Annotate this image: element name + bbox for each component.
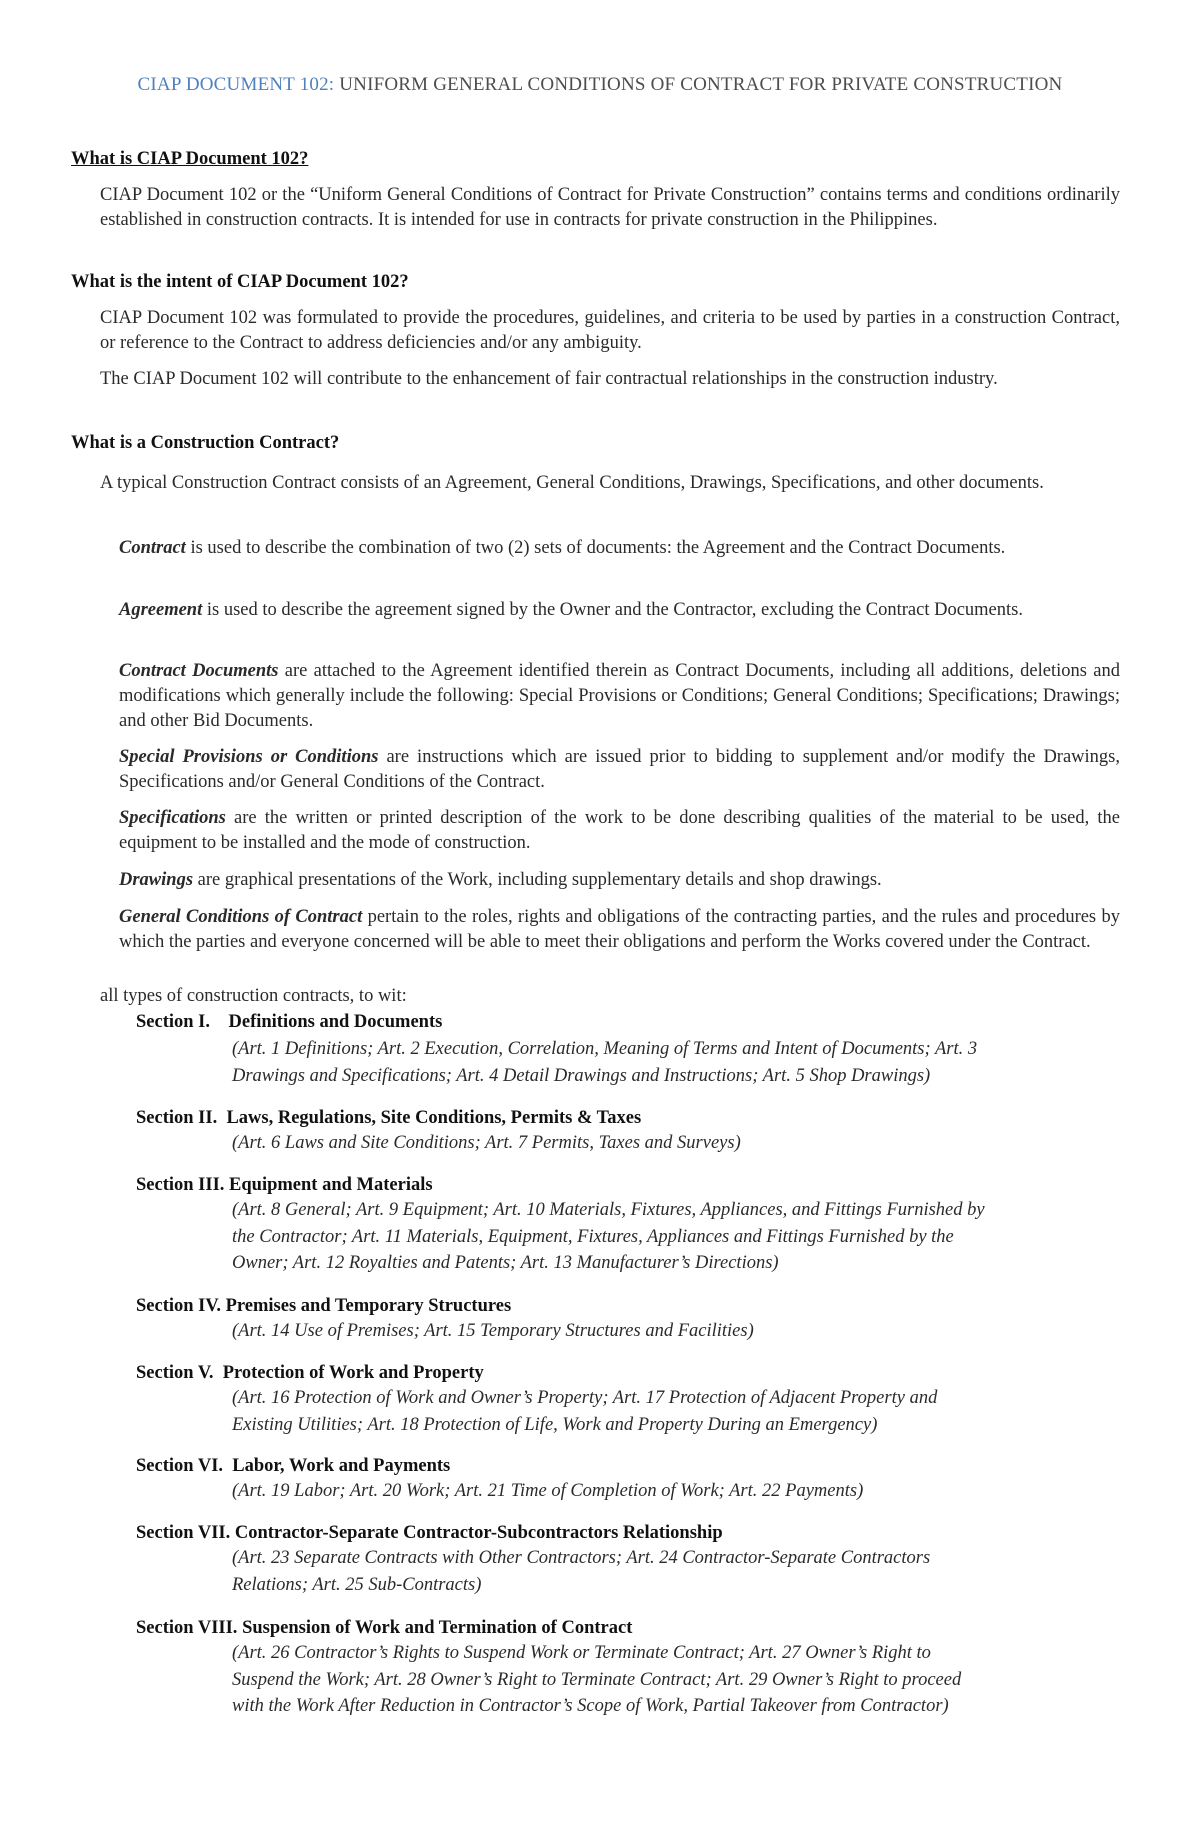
section-title: Suspension of Work and Termination of Contract: [242, 1618, 633, 1638]
article-line: with the Work After Reduction in Contractor’s Scope of Work, Partial Takeover from Contractor): [232, 1696, 949, 1716]
definition-text: is used to describe the agreement signed by the Owner and the Contractor, excluding the Contract Documents.: [202, 600, 1023, 620]
section-heading: [136, 1106, 641, 1131]
section-articles: [232, 1036, 1120, 1089]
definition-text: are attached to the Agreement identified therein as Contract Documents, including all additions, deletions and modifications which generally include the following: Special Provisions or Conditions; General Conditions; Specifications; Drawings; and other Bid Documents.: [119, 661, 1120, 731]
article-line: (Art. 26 Contractor’s Rights to Suspend Work or Terminate Contract; Art. 27 Owner’s Right to: [232, 1643, 931, 1663]
section-articles: [232, 1545, 1120, 1598]
definition-text: is used to describe the combination of two (2) sets of documents: the Agreement and the Contract Documents.: [185, 538, 1006, 558]
definition-agreement: [119, 598, 1120, 623]
section-articles: [232, 1478, 1120, 1505]
article-line: Relations; Art. 25 Sub-Contracts): [232, 1574, 482, 1595]
definition-drawings: [119, 868, 1120, 893]
section-title: Protection of Work and Property: [222, 1363, 484, 1383]
title-rest: UNIFORM GENERAL CONDITIONS OF CONTRACT FOR PRIVATE CONSTRUCTION: [334, 74, 1063, 95]
article-line: Drawings and Specifications; Art. 4 Detail Drawings and Instructions; Art. 5 Shop Drawings): [232, 1065, 931, 1086]
section-heading: [136, 1616, 632, 1641]
heading-what-is-ciap: What is CIAP Document 102?: [71, 149, 309, 169]
section-articles: [232, 1640, 1120, 1720]
definition-term: Agreement: [119, 600, 203, 620]
section-number: Section VI.: [136, 1456, 224, 1476]
article-line: (Art. 1 Definitions; Art. 2 Execution, Correlation, Meaning of Terms and Intent of Documents; Art. 3: [232, 1039, 978, 1059]
sections-lead-in: all types of construction contracts, to wit:: [100, 986, 407, 1006]
article-line: (Art. 23 Separate Contracts with Other Contractors; Art. 24 Contractor-Separate Contractors: [232, 1548, 931, 1568]
definition-contract-documents: [119, 659, 1120, 734]
section-heading: [136, 1010, 442, 1035]
article-line: (Art. 6 Laws and Site Conditions; Art. 7 Permits, Taxes and Surveys): [232, 1133, 741, 1153]
section-heading: [136, 1521, 723, 1546]
definition-term: Contract Documents: [119, 661, 279, 681]
section-number: Section VII.: [136, 1523, 231, 1543]
definition-term: Drawings: [119, 870, 194, 890]
section-title: Premises and Temporary Structures: [225, 1296, 512, 1316]
section-number: Section II.: [136, 1108, 218, 1128]
article-line: (Art. 16 Protection of Work and Owner’s Property; Art. 17 Protection of Adjacent Property and: [232, 1388, 938, 1408]
article-line: Existing Utilities; Art. 18 Protection of Life, Work and Property During an Emergency): [232, 1414, 878, 1435]
definition-contract: [119, 536, 1120, 561]
section-title: Contractor-Separate Contractor-Subcontractors Relationship: [234, 1523, 723, 1543]
section-heading: [136, 1361, 484, 1386]
section-articles: [232, 1130, 1120, 1157]
para-intent-1: CIAP Document 102 was formulated to provide the procedures, guidelines, and criteria to be used by parties in a construction Contract, or reference to the Contract to address deficiencies and/or any ambiguity.: [100, 308, 1120, 353]
definition-text: pertain to the roles, rights and obligations of the contracting parties, and the rules and procedures by which the parties and everyone concerned will be able to meet their obligations and perform the Works covered under the Contract.: [119, 907, 1120, 952]
article-line: the Contractor; Art. 11 Materials, Equipment, Fixtures, Appliances and Fittings Furnished by the: [232, 1226, 954, 1247]
para-what-is-ciap: CIAP Document 102 or the “Uniform General Conditions of Contract for Private Construction” contains terms and conditions ordinarily established in construction contracts. It is intended for use in contracts for private construction in the Philippines.: [100, 185, 1120, 230]
section-number: Section I.: [136, 1012, 210, 1032]
title-accent: CIAP DOCUMENT 102:: [137, 74, 335, 95]
heading-intent: What is the intent of CIAP Document 102?: [71, 272, 409, 292]
definition-general-conditions: [119, 905, 1120, 955]
definition-special-provisions: [119, 745, 1120, 795]
article-line: Owner; Art. 12 Royalties and Patents; Art. 13 Manufacturer’s Directions): [232, 1253, 779, 1273]
article-line: Suspend the Work; Art. 28 Owner’s Right to Terminate Contract; Art. 29 Owner’s Right to proceed: [232, 1669, 962, 1690]
definition-text: are graphical presentations of the Work, including supplementary details and shop drawings.: [193, 870, 882, 890]
section-title: Labor, Work and Payments: [232, 1456, 451, 1476]
definition-term: Special Provisions or Conditions: [119, 747, 379, 767]
section-number: Section III.: [136, 1175, 225, 1195]
section-heading: [136, 1294, 511, 1319]
section-title: Laws, Regulations, Site Conditions, Permits & Taxes: [226, 1108, 642, 1128]
definition-text: are the written or printed description of the work to be done describing qualities of the material to be used, the equipment to be installed and the mode of construction.: [119, 808, 1120, 853]
article-line: (Art. 8 General; Art. 9 Equipment; Art. 10 Materials, Fixtures, Appliances, and Fittings Furnished by: [232, 1200, 985, 1220]
section-title: Equipment and Materials: [229, 1175, 433, 1195]
section-articles: [232, 1385, 1120, 1438]
definition-term: General Conditions of Contract: [119, 907, 363, 927]
section-number: Section VIII.: [136, 1618, 238, 1638]
section-number: Section IV.: [136, 1296, 221, 1316]
para-intent-2: The CIAP Document 102 will contribute to the enhancement of fair contractual relationships in the construction industry.: [100, 369, 998, 389]
para-contract-intro: A typical Construction Contract consists of an Agreement, General Conditions, Drawings, Specifications, and other documents.: [100, 473, 1044, 493]
section-articles: [232, 1197, 1120, 1277]
section-articles: [232, 1318, 1120, 1345]
document-title: [120, 72, 1080, 97]
section-heading: [136, 1454, 450, 1479]
definition-text: are instructions which are issued prior to bidding to supplement and/or modify the Drawings, Specifications and/or General Conditions of the Contract.: [119, 747, 1120, 792]
definition-specifications: [119, 806, 1120, 856]
section-title: Definitions and Documents: [228, 1012, 443, 1032]
heading-construction-contract: What is a Construction Contract?: [71, 433, 340, 453]
section-heading: [136, 1173, 433, 1198]
definition-term: Specifications: [119, 808, 226, 828]
article-line: (Art. 19 Labor; Art. 20 Work; Art. 21 Time of Completion of Work; Art. 22 Payments): [232, 1481, 864, 1501]
article-line: (Art. 14 Use of Premises; Art. 15 Temporary Structures and Facilities): [232, 1321, 754, 1341]
section-number: Section V.: [136, 1363, 214, 1383]
definition-term: Contract: [119, 538, 186, 558]
